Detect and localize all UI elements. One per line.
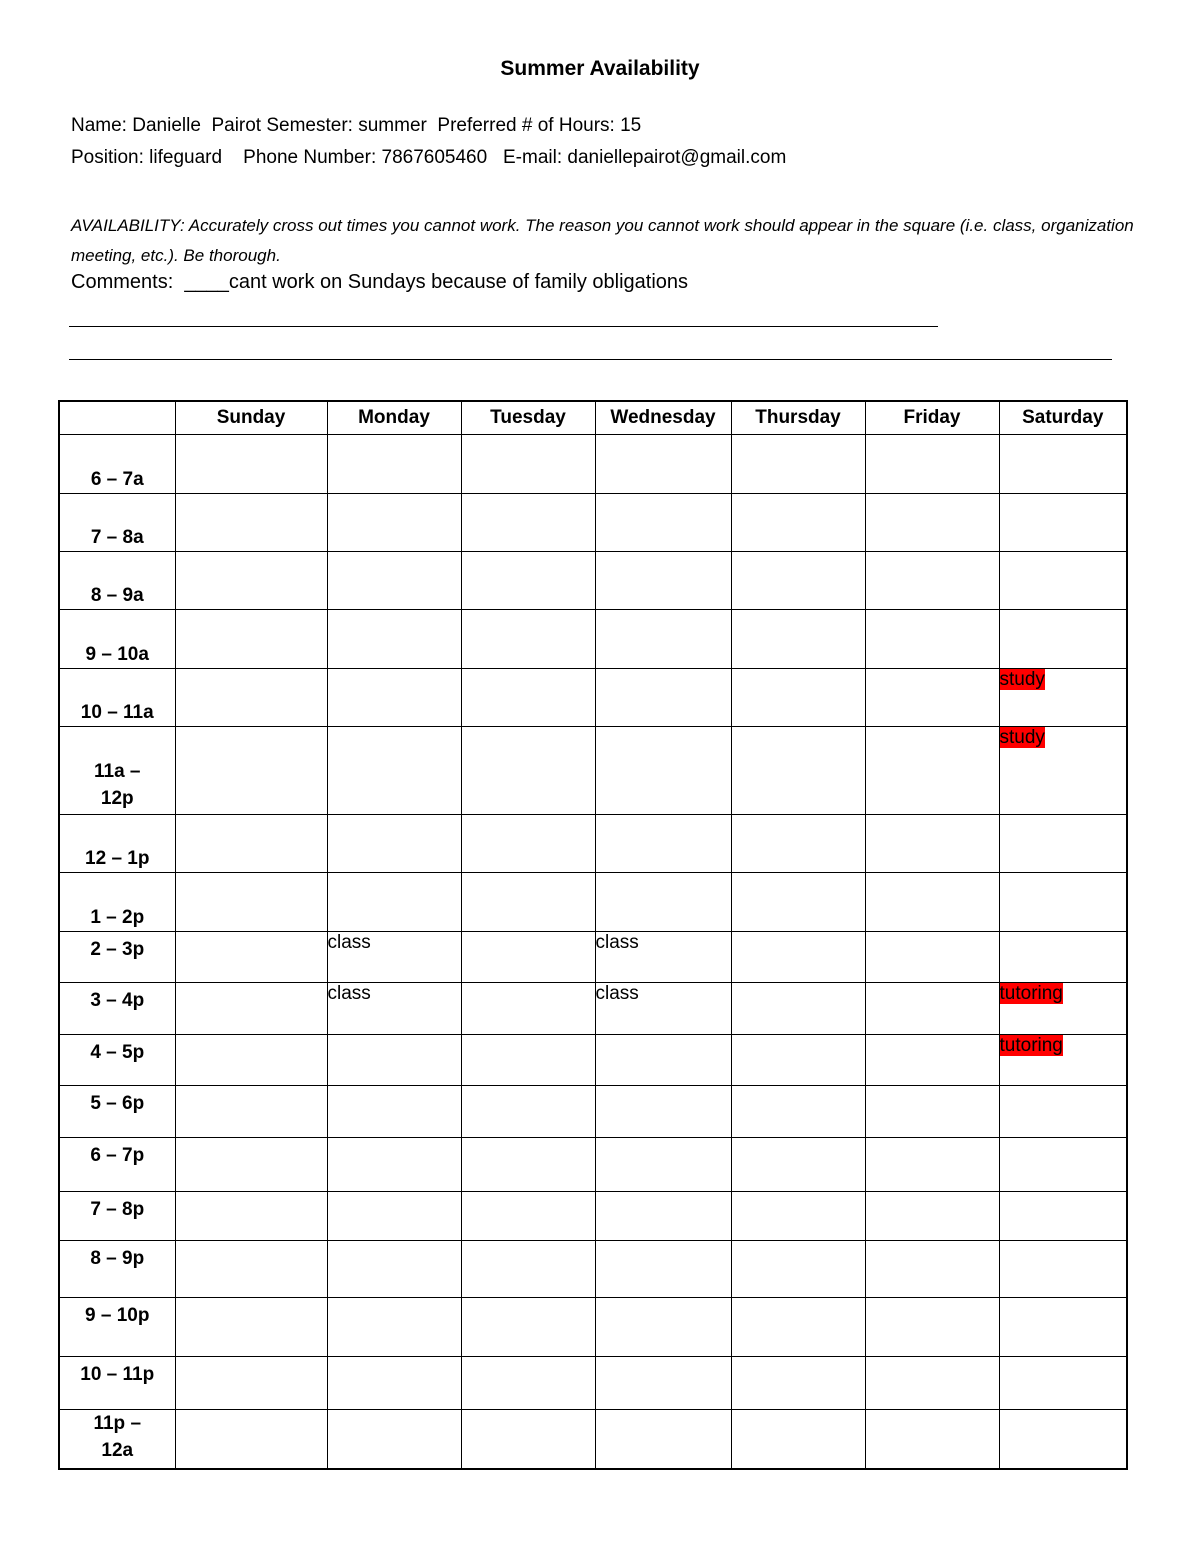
schedule-cell-sunday[interactable]: [175, 815, 327, 873]
schedule-cell-wednesday[interactable]: [595, 669, 731, 727]
schedule-cell-monday[interactable]: [327, 669, 461, 727]
schedule-cell-friday[interactable]: [865, 610, 999, 669]
table-row: [59, 1138, 1127, 1192]
time-slot-label: 7 – 8p: [59, 1192, 175, 1241]
schedule-cell-saturday[interactable]: [999, 610, 1127, 669]
schedule-cell-monday[interactable]: [327, 1298, 461, 1357]
schedule-cell-saturday[interactable]: [999, 1410, 1127, 1469]
schedule-cell-tuesday[interactable]: [461, 1241, 595, 1298]
schedule-cell-tuesday[interactable]: [461, 494, 595, 552]
schedule-cell-tuesday[interactable]: [461, 1086, 595, 1138]
header-thursday: Thursday: [731, 401, 865, 435]
schedule-cell-wednesday[interactable]: [595, 610, 731, 669]
table-row: [59, 1241, 1127, 1298]
schedule-cell-thursday[interactable]: [731, 873, 865, 932]
schedule-cell-friday[interactable]: [865, 873, 999, 932]
table-header-row: [59, 401, 1127, 435]
schedule-cell-thursday[interactable]: [731, 552, 865, 610]
page-title: Summer Availability: [500, 57, 700, 80]
schedule-cell-saturday[interactable]: [999, 1192, 1127, 1241]
schedule-cell-wednesday[interactable]: [595, 1035, 731, 1086]
cell-note: study: [999, 669, 1045, 690]
name-semester-hours-line: Name: Danielle Pairot Semester: summer Preferred # of Hours: 15: [71, 115, 642, 136]
schedule-cell-friday[interactable]: [865, 815, 999, 873]
schedule-cell-wednesday[interactable]: [595, 1086, 731, 1138]
schedule-cell-sunday[interactable]: [175, 932, 327, 983]
time-slot-label: 7 – 8a: [59, 494, 175, 552]
schedule-cell-thursday[interactable]: [731, 983, 865, 1035]
schedule-cell-thursday[interactable]: [731, 1192, 865, 1241]
time-slot-label: 3 – 4p: [59, 983, 175, 1035]
schedule-cell-sunday[interactable]: [175, 1086, 327, 1138]
schedule-cell-friday[interactable]: [865, 1298, 999, 1357]
table-row: [59, 1192, 1127, 1241]
schedule-cell-friday[interactable]: [865, 932, 999, 983]
schedule-cell-saturday[interactable]: [999, 494, 1127, 552]
header-monday: Monday: [327, 401, 461, 435]
time-slot-label: 2 – 3p: [59, 932, 175, 983]
schedule-cell-wednesday[interactable]: [595, 815, 731, 873]
schedule-cell-tuesday[interactable]: [461, 1138, 595, 1192]
availability-table: [58, 400, 1128, 1470]
table-row: [59, 610, 1127, 669]
time-slot-label: 10 – 11p: [59, 1357, 175, 1410]
time-slot-label: 9 – 10p: [59, 1298, 175, 1357]
schedule-cell-wednesday[interactable]: [595, 727, 731, 815]
time-slot-label: 1 – 2p: [59, 873, 175, 932]
schedule-cell-saturday[interactable]: [999, 932, 1127, 983]
schedule-cell-friday[interactable]: [865, 983, 999, 1035]
schedule-cell-saturday[interactable]: [999, 983, 1127, 1035]
schedule-cell-monday[interactable]: [327, 1357, 461, 1410]
schedule-cell-wednesday[interactable]: [595, 1241, 731, 1298]
schedule-cell-tuesday[interactable]: [461, 552, 595, 610]
schedule-cell-wednesday[interactable]: [595, 932, 731, 983]
schedule-cell-monday[interactable]: [327, 552, 461, 610]
table-row: [59, 1410, 1127, 1469]
schedule-cell-tuesday[interactable]: [461, 669, 595, 727]
time-slot-label: 9 – 10a: [59, 610, 175, 669]
schedule-cell-saturday[interactable]: [999, 1241, 1127, 1298]
schedule-cell-thursday[interactable]: [731, 1241, 865, 1298]
schedule-cell-thursday[interactable]: [731, 610, 865, 669]
schedule-cell-friday[interactable]: [865, 669, 999, 727]
schedule-cell-thursday[interactable]: [731, 727, 865, 815]
schedule-cell-sunday[interactable]: [175, 1241, 327, 1298]
header-saturday: Saturday: [999, 401, 1127, 435]
schedule-cell-monday[interactable]: [327, 873, 461, 932]
schedule-cell-wednesday[interactable]: [595, 552, 731, 610]
schedule-cell-wednesday[interactable]: [595, 1357, 731, 1410]
schedule-cell-wednesday[interactable]: [595, 1410, 731, 1469]
schedule-cell-sunday[interactable]: [175, 435, 327, 494]
schedule-cell-thursday[interactable]: [731, 1410, 865, 1469]
schedule-cell-friday[interactable]: [865, 1086, 999, 1138]
table-row: [59, 873, 1127, 932]
schedule-cell-sunday[interactable]: [175, 727, 327, 815]
schedule-cell-monday[interactable]: [327, 1035, 461, 1086]
schedule-cell-tuesday[interactable]: [461, 815, 595, 873]
schedule-cell-friday[interactable]: [865, 1192, 999, 1241]
schedule-cell-thursday[interactable]: [731, 1035, 865, 1086]
schedule-cell-saturday[interactable]: [999, 435, 1127, 494]
schedule-cell-sunday[interactable]: [175, 983, 327, 1035]
schedule-cell-thursday[interactable]: [731, 669, 865, 727]
table-row: [59, 1298, 1127, 1357]
comments-line: Comments: ____cant work on Sundays because of family obligations: [71, 271, 689, 293]
schedule-cell-tuesday[interactable]: [461, 1035, 595, 1086]
schedule-cell-friday[interactable]: [865, 1138, 999, 1192]
schedule-cell-sunday[interactable]: [175, 669, 327, 727]
schedule-cell-tuesday[interactable]: [461, 1192, 595, 1241]
comment-rule-2: [69, 359, 1112, 360]
cell-note: tutoring: [999, 1035, 1063, 1056]
schedule-cell-friday[interactable]: [865, 1410, 999, 1469]
schedule-cell-monday[interactable]: [327, 1138, 461, 1192]
schedule-cell-thursday[interactable]: [731, 1298, 865, 1357]
schedule-cell-wednesday[interactable]: [595, 873, 731, 932]
time-slot-label: 8 – 9a: [59, 552, 175, 610]
schedule-cell-saturday[interactable]: [999, 1357, 1127, 1410]
schedule-cell-monday[interactable]: [327, 1241, 461, 1298]
schedule-cell-sunday[interactable]: [175, 873, 327, 932]
cell-note: class: [327, 983, 371, 1004]
time-slot-label: 11a – 12p: [59, 727, 175, 815]
schedule-cell-friday[interactable]: [865, 494, 999, 552]
schedule-cell-saturday[interactable]: [999, 1298, 1127, 1357]
cell-note: tutoring: [999, 983, 1063, 1004]
schedule-cell-tuesday[interactable]: [461, 1357, 595, 1410]
schedule-cell-thursday[interactable]: [731, 435, 865, 494]
cell-note: class: [327, 932, 371, 953]
schedule-cell-saturday[interactable]: [999, 873, 1127, 932]
schedule-cell-friday[interactable]: [865, 1035, 999, 1086]
schedule-cell-wednesday[interactable]: [595, 435, 731, 494]
schedule-cell-sunday[interactable]: [175, 610, 327, 669]
availability-instructions: AVAILABILITY: Accurately cross out times you cannot work. The reason you cannot work should appear in the square (i.e. class, organization meeting, etc.). Be thorough.: [71, 216, 1134, 265]
schedule-cell-tuesday[interactable]: [461, 1298, 595, 1357]
schedule-cell-tuesday[interactable]: [461, 435, 595, 494]
schedule-cell-thursday[interactable]: [731, 932, 865, 983]
time-slot-label: 6 – 7a: [59, 435, 175, 494]
schedule-cell-monday[interactable]: [327, 932, 461, 983]
schedule-cell-sunday[interactable]: [175, 494, 327, 552]
schedule-cell-thursday[interactable]: [731, 1357, 865, 1410]
schedule-cell-thursday[interactable]: [731, 1086, 865, 1138]
time-slot-label: 6 – 7p: [59, 1138, 175, 1192]
schedule-cell-sunday[interactable]: [175, 1035, 327, 1086]
schedule-cell-saturday[interactable]: [999, 1086, 1127, 1138]
schedule-cell-friday[interactable]: [865, 1357, 999, 1410]
schedule-cell-wednesday[interactable]: [595, 1298, 731, 1357]
time-slot-label: 11p – 12a: [59, 1410, 175, 1469]
time-slot-label: 5 – 6p: [59, 1086, 175, 1138]
schedule-cell-friday[interactable]: [865, 552, 999, 610]
schedule-cell-tuesday[interactable]: [461, 932, 595, 983]
schedule-cell-friday[interactable]: [865, 435, 999, 494]
table-row: [59, 1086, 1127, 1138]
cell-note: class: [595, 983, 639, 1004]
table-row: [59, 669, 1127, 727]
schedule-cell-wednesday[interactable]: [595, 494, 731, 552]
schedule-cell-tuesday[interactable]: [461, 983, 595, 1035]
table-body: [59, 435, 1127, 1469]
table-row: [59, 494, 1127, 552]
schedule-cell-thursday[interactable]: [731, 1138, 865, 1192]
schedule-cell-sunday[interactable]: [175, 1138, 327, 1192]
schedule-cell-monday[interactable]: [327, 983, 461, 1035]
schedule-cell-saturday[interactable]: [999, 815, 1127, 873]
schedule-cell-wednesday[interactable]: [595, 983, 731, 1035]
cell-note: class: [595, 932, 639, 953]
table-row: [59, 552, 1127, 610]
schedule-cell-saturday[interactable]: [999, 1138, 1127, 1192]
time-slot-label: 10 – 11a: [59, 669, 175, 727]
table-row: [59, 727, 1127, 815]
time-slot-label: 4 – 5p: [59, 1035, 175, 1086]
schedule-cell-monday[interactable]: [327, 610, 461, 669]
table-row: [59, 435, 1127, 494]
header-tuesday: Tuesday: [461, 401, 595, 435]
schedule-cell-saturday[interactable]: [999, 552, 1127, 610]
time-slot-label: 8 – 9p: [59, 1241, 175, 1298]
schedule-cell-monday[interactable]: [327, 1410, 461, 1469]
table-row: [59, 1357, 1127, 1410]
schedule-cell-monday[interactable]: [327, 1086, 461, 1138]
schedule-cell-thursday[interactable]: [731, 494, 865, 552]
table-row: [59, 932, 1127, 983]
table-row: [59, 1035, 1127, 1086]
schedule-cell-wednesday[interactable]: [595, 1192, 731, 1241]
schedule-cell-monday[interactable]: [327, 727, 461, 815]
schedule-cell-wednesday[interactable]: [595, 1138, 731, 1192]
header-sunday: Sunday: [175, 401, 327, 435]
schedule-cell-sunday[interactable]: [175, 552, 327, 610]
table-row: [59, 815, 1127, 873]
schedule-cell-saturday[interactable]: [999, 669, 1127, 727]
schedule-cell-saturday[interactable]: [999, 727, 1127, 815]
schedule-cell-monday[interactable]: [327, 494, 461, 552]
header-blank-cell: [59, 401, 175, 435]
time-slot-label: 12 – 1p: [59, 815, 175, 873]
cell-note: study: [999, 727, 1045, 748]
schedule-cell-monday[interactable]: [327, 1192, 461, 1241]
schedule-cell-thursday[interactable]: [731, 815, 865, 873]
schedule-cell-sunday[interactable]: [175, 1410, 327, 1469]
schedule-cell-sunday[interactable]: [175, 1192, 327, 1241]
schedule-cell-saturday[interactable]: [999, 1035, 1127, 1086]
schedule-cell-monday[interactable]: [327, 435, 461, 494]
position-phone-email-line: Position: lifeguard Phone Number: 7867605460 E-mail: daniellepairot@gmail.com: [71, 147, 787, 168]
schedule-cell-sunday[interactable]: [175, 1357, 327, 1410]
header-friday: Friday: [865, 401, 999, 435]
schedule-cell-friday[interactable]: [865, 727, 999, 815]
schedule-cell-sunday[interactable]: [175, 1298, 327, 1357]
schedule-cell-tuesday[interactable]: [461, 727, 595, 815]
schedule-cell-tuesday[interactable]: [461, 873, 595, 932]
table-row: [59, 983, 1127, 1035]
schedule-cell-tuesday[interactable]: [461, 610, 595, 669]
schedule-cell-tuesday[interactable]: [461, 1410, 595, 1469]
header-wednesday: Wednesday: [595, 401, 731, 435]
comment-rule-1: [69, 326, 938, 327]
schedule-cell-monday[interactable]: [327, 815, 461, 873]
schedule-cell-friday[interactable]: [865, 1241, 999, 1298]
